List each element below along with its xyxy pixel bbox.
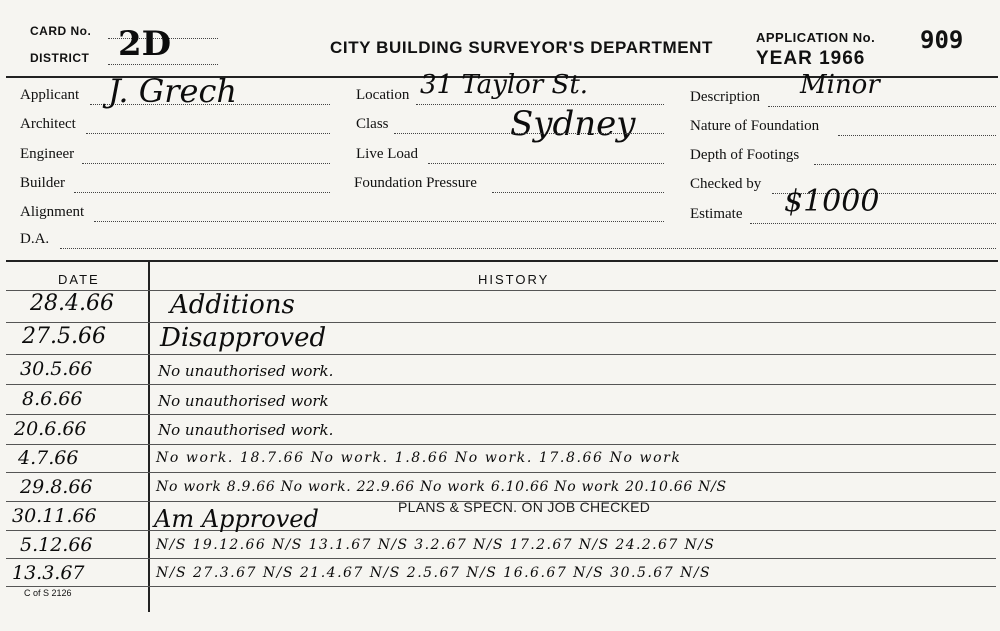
description-value: Minor xyxy=(800,70,880,100)
history-entry: N/S 19.12.66 N/S 13.1.67 N/S 3.2.67 N/S 17.2.67 N/S 24.2.67 N/S xyxy=(156,537,716,553)
header-row-line xyxy=(6,290,996,291)
description-line xyxy=(768,106,996,107)
application-number: 909 xyxy=(920,26,964,54)
class-line xyxy=(394,133,664,134)
foundation-pressure-line xyxy=(492,192,664,193)
alignment-label: Alignment xyxy=(20,204,85,220)
history-date: 29.8.66 xyxy=(20,476,93,498)
history-date: 27.5.66 xyxy=(22,324,106,349)
history-date: 20.6.66 xyxy=(14,418,87,440)
da-label: D.A. xyxy=(20,231,50,247)
department-title: CITY BUILDING SURVEYOR'S DEPARTMENT xyxy=(330,38,714,57)
plans-checked-stamp: PLANS & SPECN. ON JOB CHECKED xyxy=(398,499,651,515)
history-date: 8.6.66 xyxy=(22,388,83,410)
da-line xyxy=(60,248,996,249)
date-column-divider xyxy=(148,262,150,612)
foundation-pressure-label: Foundation Pressure xyxy=(354,175,477,191)
engineer-label: Engineer xyxy=(20,146,75,162)
history-entry: No unauthorised work. xyxy=(158,421,334,439)
card-district-value: 2D xyxy=(118,24,172,64)
history-date: 5.12.66 xyxy=(20,534,93,556)
architect-label: Architect xyxy=(20,116,76,132)
row-line xyxy=(6,472,996,473)
history-entry: No work. 18.7.66 No work. 1.8.66 No work. 17.8.66 No work xyxy=(156,450,682,466)
history-entry: Disapproved xyxy=(160,323,327,353)
live-load-line xyxy=(428,163,664,164)
history-entry: Am Approved xyxy=(154,505,319,533)
history-entry: No work 8.9.66 No work. 22.9.66 No work 6.10.66 No work 20.10.66 N/S xyxy=(156,479,727,495)
alignment-line xyxy=(94,221,664,222)
row-line xyxy=(6,384,996,385)
history-date: 28.4.66 xyxy=(30,291,114,316)
form-code: C of S 2126 xyxy=(24,588,72,598)
history-date: 30.5.66 xyxy=(20,358,93,380)
card-no-label: CARD No. xyxy=(30,24,92,38)
history-date: 13.3.67 xyxy=(12,562,85,584)
history-entry: N/S 27.3.67 N/S 21.4.67 N/S 2.5.67 N/S 16.6.67 N/S 30.5.67 N/S xyxy=(156,565,712,581)
builder-line xyxy=(74,192,330,193)
location-label: Location xyxy=(356,87,410,103)
history-date: 30.11.66 xyxy=(12,505,97,527)
history-column-header: HISTORY xyxy=(478,272,550,287)
applicant-label: Applicant xyxy=(20,87,80,103)
estimate-line xyxy=(750,223,996,224)
estimate-label: Estimate xyxy=(690,206,743,222)
row-line xyxy=(6,444,996,445)
nature-of-foundation-line xyxy=(838,135,996,136)
history-entry: Additions xyxy=(170,290,295,320)
engineer-line xyxy=(82,163,330,164)
checked-by-label: Checked by xyxy=(690,176,762,192)
year-label: YEAR 1966 xyxy=(756,48,866,69)
date-column-header: DATE xyxy=(58,272,100,287)
application-no-label: APPLICATION No. xyxy=(756,30,876,45)
history-date: 4.7.66 xyxy=(18,447,79,469)
depth-of-footings-label: Depth of Footings xyxy=(690,147,800,163)
architect-line xyxy=(86,133,330,134)
location-value-suburb: Sydney xyxy=(510,104,636,144)
live-load-label: Live Load xyxy=(356,146,419,162)
row-line xyxy=(6,354,996,355)
depth-of-footings-line xyxy=(814,164,996,165)
row-line xyxy=(6,558,996,559)
row-line xyxy=(6,322,996,323)
district-line xyxy=(108,64,218,65)
estimate-value: $1000 xyxy=(784,184,880,219)
description-label: Description xyxy=(690,89,760,105)
class-label: Class xyxy=(356,116,389,132)
nature-of-foundation-label: Nature of Foundation xyxy=(690,118,820,134)
builder-label: Builder xyxy=(20,175,65,191)
district-label: DISTRICT xyxy=(30,51,90,65)
row-line xyxy=(6,414,996,415)
history-entry: No unauthorised work xyxy=(158,392,329,410)
history-entry: No unauthorised work. xyxy=(158,362,334,380)
history-top-rule xyxy=(6,260,998,262)
row-line xyxy=(6,586,996,587)
location-value: 31 Taylor St. xyxy=(420,70,589,100)
applicant-value: J. Grech xyxy=(108,72,238,110)
